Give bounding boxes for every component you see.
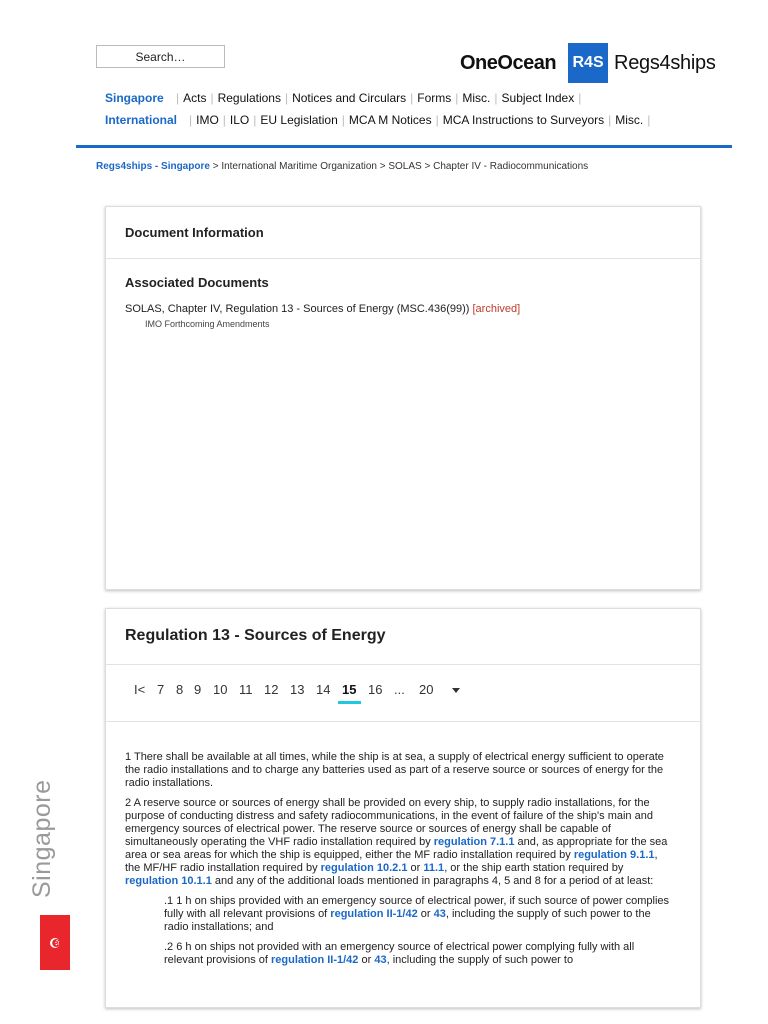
nav-ilo[interactable]: ILO: [229, 113, 250, 127]
breadcrumb: [96, 161, 588, 172]
associated-document-category: IMO Forthcoming Amendments: [145, 319, 270, 329]
pager-page-last[interactable]: 20: [419, 682, 434, 697]
breadcrumb-home[interactable]: Regs4ships - Singapore: [96, 161, 210, 172]
nav-forms[interactable]: Forms: [417, 91, 452, 105]
singapore-flag-button[interactable]: [40, 915, 70, 970]
document-information-title: Document Information: [106, 207, 700, 259]
pager-page-8[interactable]: 8: [176, 682, 184, 697]
pager-page-16[interactable]: 16: [368, 682, 383, 697]
nav-notices-circulars[interactable]: Notices and Circulars: [292, 91, 407, 105]
nav-intl-misc[interactable]: Misc.: [615, 113, 644, 127]
associated-documents-title: Associated Documents: [125, 275, 269, 290]
pager-page-11[interactable]: 11: [239, 682, 253, 697]
regulation-link[interactable]: 43: [433, 908, 446, 920]
associated-document-name[interactable]: SOLAS, Chapter IV, Regulation 13 - Sources of Energy (MSC.436(99)): [125, 303, 470, 315]
pager-page-14[interactable]: 14: [316, 682, 331, 697]
singapore-nav: Singapore | Acts | Regulations | Notices and Circulars | Forms | Misc. | Subject Index |: [105, 91, 582, 105]
pagination: [106, 665, 700, 722]
regulation-panel: [105, 608, 701, 1008]
search-input[interactable]: Search…: [96, 45, 225, 68]
regulation-link[interactable]: 43: [374, 954, 387, 966]
nav-international[interactable]: International: [105, 113, 178, 127]
breadcrumb-trail: > International Maritime Organization > SOLAS > Chapter IV - Radiocommunications: [209, 161, 589, 172]
paragraph-2-2: .2 6 h on ships not provided with an emergency source of electrical power complying fully with all relevant provisions of regulation II-1/42 or 43, including the supply of such power to: [164, 941, 635, 966]
pager-dropdown-icon[interactable]: [452, 688, 460, 693]
pager-page-12[interactable]: 12: [264, 682, 279, 697]
paragraph-1: 1 There shall be available at all times, while the ship is at sea, a supply of electrical energy sufficient to operate the radio installations and to charge any batteries used as part of a reserve source or sources of energy for the radio installations.: [125, 751, 664, 789]
regulation-link[interactable]: regulation 9.1.1: [573, 849, 655, 861]
pager-page-10[interactable]: 10: [213, 682, 228, 697]
crescent-stars-icon: [49, 937, 61, 949]
jurisdiction-label: Singapore: [28, 779, 56, 898]
regulation-link[interactable]: regulation 10.2.1: [320, 862, 408, 874]
pager-ellipsis: ...: [394, 682, 405, 697]
nav-eu-legislation[interactable]: EU Legislation: [260, 113, 338, 127]
pager-first[interactable]: I<: [134, 682, 146, 697]
pager-page-13[interactable]: 13: [290, 682, 305, 697]
nav-imo[interactable]: IMO: [196, 113, 219, 127]
nav-mca-instructions[interactable]: MCA Instructions to Surveyors: [442, 113, 605, 127]
brand-logo[interactable]: [460, 43, 716, 83]
associated-document-link[interactable]: [125, 303, 520, 315]
r4s-badge: R4S: [568, 43, 608, 83]
current-page-indicator: [338, 701, 361, 704]
regs4ships-logo[interactable]: Regs4ships: [614, 51, 716, 74]
oneocean-logo[interactable]: OneOcean: [460, 51, 557, 74]
pager-page-7[interactable]: 7: [157, 682, 165, 697]
nav-acts[interactable]: Acts: [183, 91, 207, 105]
paragraph-2: 2 A reserve source or sources of energy shall be provided on every ship, to supply radio installations, for the purpose of conducting distress and safety radiocommunications, in the event of failure of the ship's main and emergency sources of electrical power. The reserve source or sources of energy shall be capable of simultaneously operating the VHF radio installation required by regulation 7.1.1 and, as appropriate for the sea area or sea areas for which the ship is equipped, either the MF radio installation required by regulation 9.1.1, the MF/HF radio installation required by regulation 10.2.1 or 11.1, or the ship earth station required by regulation 10.1.1 and any of the additional loads mentioned in paragraphs 4, 5 and 8 for a period of at least:: [125, 797, 668, 887]
nav-singapore[interactable]: Singapore: [105, 91, 164, 105]
nav-misc[interactable]: Misc.: [462, 91, 491, 105]
international-nav: International | IMO | ILO | EU Legislation | MCA M Notices | MCA Instructions to Surveyors | Misc. |: [105, 113, 651, 127]
regulation-link[interactable]: regulation II-1/42: [271, 954, 359, 966]
pager-page-9[interactable]: 9: [194, 682, 202, 697]
paragraph-2-1: .1 1 h on ships provided with an emergency source of electrical power, if such source of power complies fully with all relevant provisions of regulation II-1/42 or 43, including the supply of such power to the radio installations; and: [164, 895, 670, 933]
nav-mca-m-notices[interactable]: MCA M Notices: [348, 113, 432, 127]
pager-page-current[interactable]: 15: [342, 682, 357, 697]
header-divider: [76, 145, 732, 148]
nav-subject-index[interactable]: Subject Index: [501, 91, 575, 105]
document-information-panel: [105, 206, 701, 590]
regulation-link[interactable]: regulation 7.1.1: [433, 836, 515, 848]
regulation-title: Regulation 13 - Sources of Energy: [106, 609, 700, 665]
regulation-link[interactable]: 11.1: [423, 862, 445, 874]
regulation-link[interactable]: regulation 10.1.1: [125, 875, 212, 887]
archived-badge: [archived]: [472, 303, 521, 315]
regulation-text: [106, 722, 700, 967]
nav-regulations[interactable]: Regulations: [217, 91, 281, 105]
regulation-link[interactable]: regulation II-1/42: [330, 908, 418, 920]
